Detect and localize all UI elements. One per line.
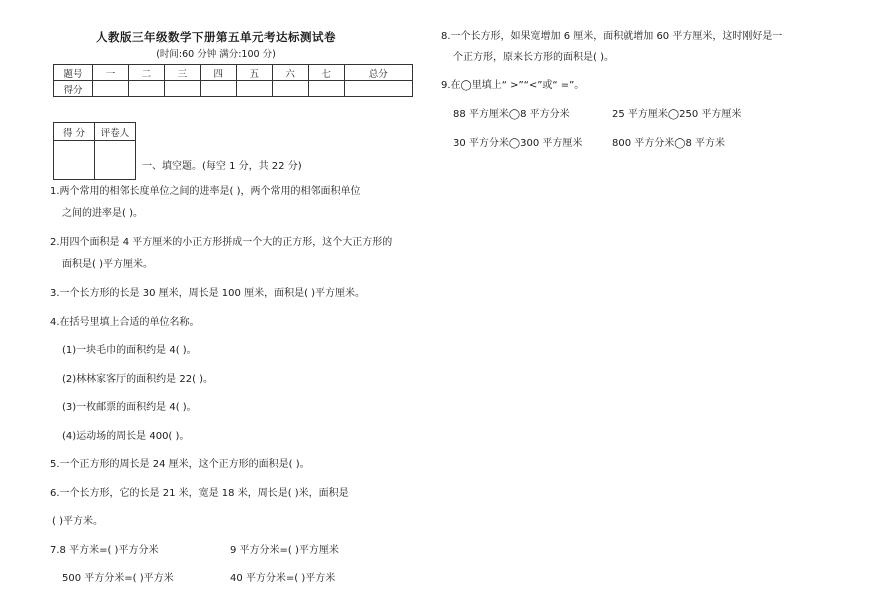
grader-score-cell[interactable] (54, 141, 95, 180)
score-input-cell[interactable] (93, 81, 129, 97)
score-table-cell: 六 (272, 65, 308, 81)
score-input-cell[interactable] (272, 81, 308, 97)
grader-name-cell[interactable] (95, 141, 136, 180)
question-line: (1)一块毛巾的面积约是 4( )。 (62, 345, 197, 356)
score-table-score-row (54, 81, 413, 97)
score-table-cell: 三 (164, 65, 200, 81)
question-line: (3)一枚邮票的面积约是 4( )。 (62, 402, 197, 413)
question-line: 之间的进率是( )。 (62, 208, 143, 219)
score-table (53, 64, 413, 97)
score-input-cell[interactable] (236, 81, 272, 97)
grader-name-label: 评卷人 (95, 123, 136, 141)
question-line: 6.一个长方形，它的长是 21 米，宽是 18 米，周长是( )米，面积是 (50, 488, 349, 499)
question-line: 个正方形，原来长方形的面积是( )。 (453, 52, 614, 63)
question-line: ( )平方米。 (52, 516, 103, 527)
question-line: 8.一个长方形，如果宽增加 6 厘米，面积就增加 60 平方厘米，这时刚好是一 (441, 31, 783, 42)
grader-table (53, 122, 136, 180)
score-input-cell[interactable] (308, 81, 344, 97)
score-input-cell[interactable] (344, 81, 412, 97)
question-line: 40 平方分米=( )平方米 (230, 573, 336, 584)
score-input-cell[interactable] (200, 81, 236, 97)
question-line: 4.在括号里填上合适的单位名称。 (50, 317, 200, 328)
page-title: 人教版三年级数学下册第五单元考达标测试卷 (96, 30, 336, 44)
question-line: 800 平方分米◯8 平方米 (612, 138, 725, 149)
question-line: 30 平方分米◯300 平方厘米 (453, 138, 583, 149)
question-line: 5.一个正方形的周长是 24 厘米，这个正方形的面积是( )。 (50, 459, 310, 470)
score-input-cell[interactable] (164, 81, 200, 97)
score-table-cell: 一 (93, 65, 129, 81)
score-row-label: 得分 (54, 81, 93, 97)
question-line: 88 平方厘米◯8 平方分米 (453, 109, 570, 120)
question-line: 9.在◯里填上“ >”“<”或“ =”。 (441, 80, 585, 91)
question-line: 2.用四个面积是 4 平方厘米的小正方形拼成一个大的正方形，这个大正方形的 (50, 237, 393, 248)
question-line: (2)林林家客厅的面积约是 22( )。 (62, 374, 214, 385)
question-line: 25 平方厘米◯250 平方厘米 (612, 109, 742, 120)
grader-score-label: 得 分 (54, 123, 95, 141)
question-line: 500 平方分米=( )平方米 (62, 573, 174, 584)
question-line: 7.8 平方米=( )平方分米 (50, 545, 159, 556)
question-line: 3.一个长方形的长是 30 厘米，周长是 100 厘米，面积是( )平方厘米。 (50, 288, 366, 299)
section-heading: 一、填空题。(每空 1 分，共 22 分) (142, 161, 302, 172)
exam-time-info: (时间:60 分钟 满分:100 分) (156, 49, 276, 60)
question-line: (4)运动场的周长是 400( )。 (62, 431, 190, 442)
question-line: 面积是( )平方厘米。 (62, 259, 153, 270)
score-table-cell: 五 (236, 65, 272, 81)
score-table-cell: 题号 (54, 65, 93, 81)
score-table-header-row (54, 65, 413, 81)
score-table-cell: 二 (128, 65, 164, 81)
question-line: 1.两个常用的相邻长度单位之间的进率是( )，两个常用的相邻面积单位 (50, 186, 361, 197)
score-input-cell[interactable] (128, 81, 164, 97)
question-line: 9 平方分米=( )平方厘米 (230, 545, 339, 556)
score-table-cell: 总分 (344, 65, 412, 81)
score-table-cell: 四 (200, 65, 236, 81)
score-table-cell: 七 (308, 65, 344, 81)
